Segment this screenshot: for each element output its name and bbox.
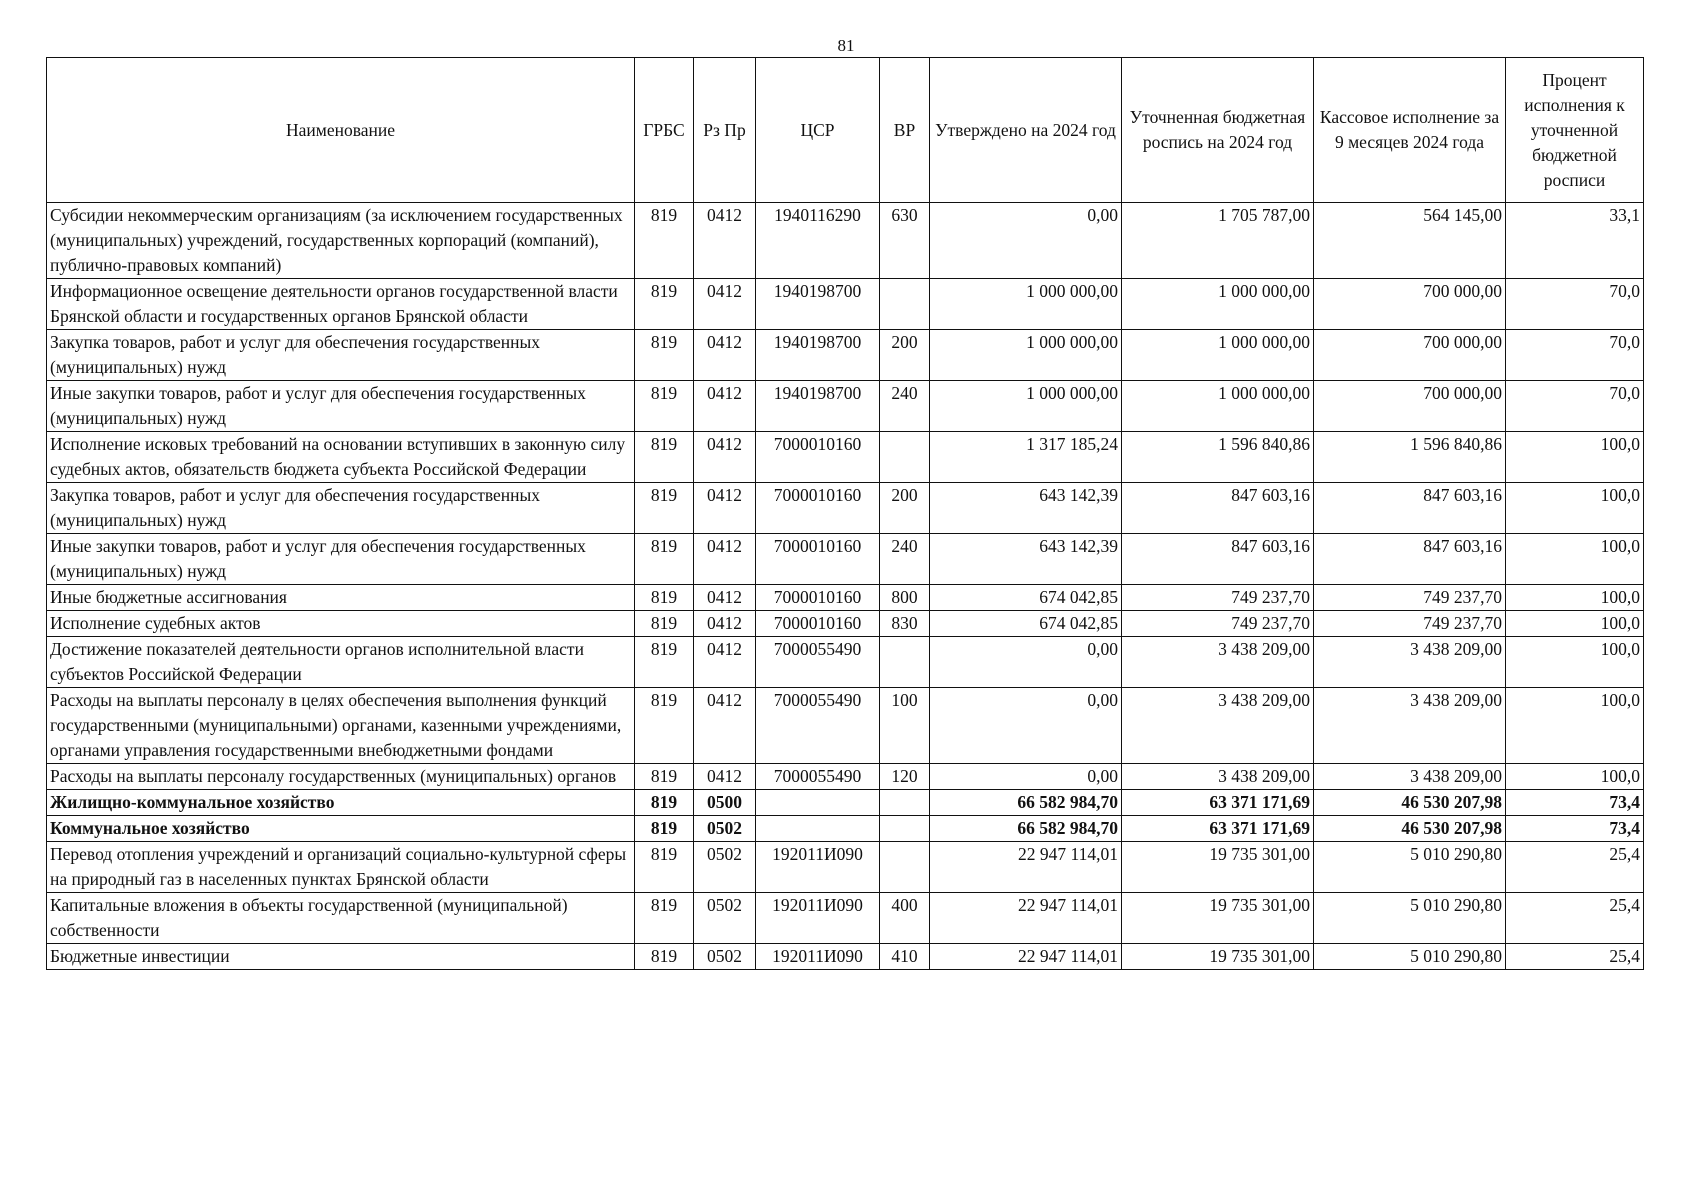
cell-refined: 3 438 209,00 bbox=[1122, 764, 1314, 790]
cell-csr: 7000010160 bbox=[756, 432, 880, 483]
cell-vr bbox=[880, 279, 930, 330]
cell-refined: 3 438 209,00 bbox=[1122, 688, 1314, 764]
table-row bbox=[47, 585, 1644, 611]
header-refined: Уточненная бюджетная роспись на 2024 год bbox=[1122, 58, 1314, 203]
cell-refined: 1 596 840,86 bbox=[1122, 432, 1314, 483]
cell-name: Расходы на выплаты персоналу государственных (муниципальных) органов bbox=[47, 764, 635, 790]
table-row bbox=[47, 611, 1644, 637]
cell-percent: 70,0 bbox=[1506, 330, 1644, 381]
table-row bbox=[47, 534, 1644, 585]
cell-name: Закупка товаров, работ и услуг для обеспечения государственных (муниципальных) нужд bbox=[47, 483, 635, 534]
cell-csr: 7000010160 bbox=[756, 483, 880, 534]
page-number: 81 bbox=[837, 36, 855, 55]
cell-cash: 749 237,70 bbox=[1314, 611, 1506, 637]
cell-name: Иные бюджетные ассигнования bbox=[47, 585, 635, 611]
cell-rzpr: 0412 bbox=[694, 534, 756, 585]
cell-vr bbox=[880, 790, 930, 816]
cell-percent: 25,4 bbox=[1506, 842, 1644, 893]
cell-percent: 100,0 bbox=[1506, 585, 1644, 611]
cell-percent: 73,4 bbox=[1506, 816, 1644, 842]
cell-cash: 5 010 290,80 bbox=[1314, 893, 1506, 944]
cell-refined: 3 438 209,00 bbox=[1122, 637, 1314, 688]
cell-csr: 1940198700 bbox=[756, 279, 880, 330]
cell-refined: 1 000 000,00 bbox=[1122, 330, 1314, 381]
cell-percent: 33,1 bbox=[1506, 203, 1644, 279]
cell-name: Закупка товаров, работ и услуг для обеспечения государственных (муниципальных) нужд bbox=[47, 330, 635, 381]
cell-refined: 19 735 301,00 bbox=[1122, 893, 1314, 944]
cell-cash: 3 438 209,00 bbox=[1314, 637, 1506, 688]
cell-percent: 25,4 bbox=[1506, 893, 1644, 944]
cell-percent: 70,0 bbox=[1506, 279, 1644, 330]
cell-name: Расходы на выплаты персоналу в целях обеспечения выполнения функций государственными (муниципальными) органами, казенными учреждениями, органами управления государственными внебюджетными фондами bbox=[47, 688, 635, 764]
cell-csr: 192011И090 bbox=[756, 842, 880, 893]
cell-vr: 100 bbox=[880, 688, 930, 764]
cell-vr: 410 bbox=[880, 944, 930, 970]
cell-grbs: 819 bbox=[635, 944, 694, 970]
cell-grbs: 819 bbox=[635, 330, 694, 381]
cell-cash: 847 603,16 bbox=[1314, 534, 1506, 585]
table-header-row bbox=[47, 58, 1644, 203]
table-row bbox=[47, 279, 1644, 330]
cell-grbs: 819 bbox=[635, 637, 694, 688]
header-grbs: ГРБС bbox=[635, 58, 694, 203]
cell-refined: 749 237,70 bbox=[1122, 585, 1314, 611]
cell-rzpr: 0500 bbox=[694, 790, 756, 816]
cell-grbs: 819 bbox=[635, 381, 694, 432]
cell-name: Бюджетные инвестиции bbox=[47, 944, 635, 970]
table-row bbox=[47, 688, 1644, 764]
cell-name: Коммунальное хозяйство bbox=[47, 816, 635, 842]
table-row bbox=[47, 893, 1644, 944]
cell-rzpr: 0412 bbox=[694, 483, 756, 534]
cell-refined: 749 237,70 bbox=[1122, 611, 1314, 637]
cell-csr: 7000055490 bbox=[756, 637, 880, 688]
cell-rzpr: 0412 bbox=[694, 203, 756, 279]
cell-approved: 1 000 000,00 bbox=[930, 279, 1122, 330]
cell-name: Жилищно-коммунальное хозяйство bbox=[47, 790, 635, 816]
cell-grbs: 819 bbox=[635, 790, 694, 816]
cell-rzpr: 0502 bbox=[694, 893, 756, 944]
cell-approved: 22 947 114,01 bbox=[930, 944, 1122, 970]
cell-vr bbox=[880, 842, 930, 893]
cell-percent: 100,0 bbox=[1506, 483, 1644, 534]
table-row bbox=[47, 483, 1644, 534]
cell-approved: 0,00 bbox=[930, 637, 1122, 688]
cell-name: Исполнение исковых требований на основании вступивших в законную силу судебных актов, обязательств бюджета субъекта Российской Федерации bbox=[47, 432, 635, 483]
cell-refined: 847 603,16 bbox=[1122, 483, 1314, 534]
cell-vr: 630 bbox=[880, 203, 930, 279]
header-csr: ЦСР bbox=[756, 58, 880, 203]
cell-refined: 1 705 787,00 bbox=[1122, 203, 1314, 279]
table-row bbox=[47, 790, 1644, 816]
cell-approved: 1 317 185,24 bbox=[930, 432, 1122, 483]
cell-approved: 1 000 000,00 bbox=[930, 330, 1122, 381]
cell-refined: 1 000 000,00 bbox=[1122, 381, 1314, 432]
cell-rzpr: 0412 bbox=[694, 637, 756, 688]
cell-rzpr: 0412 bbox=[694, 330, 756, 381]
table-row bbox=[47, 842, 1644, 893]
cell-approved: 674 042,85 bbox=[930, 585, 1122, 611]
cell-csr: 7000010160 bbox=[756, 611, 880, 637]
budget-execution-table bbox=[46, 57, 1644, 970]
cell-name: Иные закупки товаров, работ и услуг для обеспечения государственных (муниципальных) нужд bbox=[47, 534, 635, 585]
cell-refined: 1 000 000,00 bbox=[1122, 279, 1314, 330]
cell-approved: 22 947 114,01 bbox=[930, 842, 1122, 893]
cell-rzpr: 0412 bbox=[694, 279, 756, 330]
cell-grbs: 819 bbox=[635, 534, 694, 585]
cell-rzpr: 0412 bbox=[694, 611, 756, 637]
cell-csr: 192011И090 bbox=[756, 893, 880, 944]
cell-grbs: 819 bbox=[635, 893, 694, 944]
cell-approved: 0,00 bbox=[930, 688, 1122, 764]
table-row bbox=[47, 764, 1644, 790]
cell-cash: 46 530 207,98 bbox=[1314, 790, 1506, 816]
cell-cash: 700 000,00 bbox=[1314, 279, 1506, 330]
cell-name: Субсидии некоммерческим организациям (за исключением государственных (муниципальных) учреждений, государственных корпораций (компаний), публично-правовых компаний) bbox=[47, 203, 635, 279]
cell-rzpr: 0502 bbox=[694, 842, 756, 893]
cell-cash: 46 530 207,98 bbox=[1314, 816, 1506, 842]
cell-percent: 100,0 bbox=[1506, 534, 1644, 585]
cell-percent: 25,4 bbox=[1506, 944, 1644, 970]
cell-approved: 0,00 bbox=[930, 203, 1122, 279]
cell-grbs: 819 bbox=[635, 279, 694, 330]
cell-approved: 66 582 984,70 bbox=[930, 816, 1122, 842]
cell-csr: 192011И090 bbox=[756, 944, 880, 970]
cell-csr: 7000010160 bbox=[756, 534, 880, 585]
cell-cash: 5 010 290,80 bbox=[1314, 842, 1506, 893]
cell-percent: 73,4 bbox=[1506, 790, 1644, 816]
cell-name: Перевод отопления учреждений и организаций социально-культурной сферы на природный газ в населенных пунктах Брянской области bbox=[47, 842, 635, 893]
cell-grbs: 819 bbox=[635, 688, 694, 764]
cell-cash: 564 145,00 bbox=[1314, 203, 1506, 279]
cell-rzpr: 0412 bbox=[694, 764, 756, 790]
cell-approved: 1 000 000,00 bbox=[930, 381, 1122, 432]
cell-vr bbox=[880, 816, 930, 842]
cell-refined: 19 735 301,00 bbox=[1122, 944, 1314, 970]
cell-vr: 240 bbox=[880, 534, 930, 585]
cell-csr: 1940198700 bbox=[756, 330, 880, 381]
cell-name: Иные закупки товаров, работ и услуг для обеспечения государственных (муниципальных) нужд bbox=[47, 381, 635, 432]
cell-name: Капитальные вложения в объекты государственной (муниципальной) собственности bbox=[47, 893, 635, 944]
cell-approved: 643 142,39 bbox=[930, 534, 1122, 585]
cell-refined: 19 735 301,00 bbox=[1122, 842, 1314, 893]
cell-rzpr: 0412 bbox=[694, 381, 756, 432]
cell-grbs: 819 bbox=[635, 483, 694, 534]
table-row bbox=[47, 203, 1644, 279]
cell-name: Достижение показателей деятельности органов исполнительной власти субъектов Российской Федерации bbox=[47, 637, 635, 688]
cell-approved: 22 947 114,01 bbox=[930, 893, 1122, 944]
cell-rzpr: 0502 bbox=[694, 816, 756, 842]
cell-rzpr: 0412 bbox=[694, 688, 756, 764]
cell-vr: 200 bbox=[880, 330, 930, 381]
table-row bbox=[47, 637, 1644, 688]
cell-vr: 830 bbox=[880, 611, 930, 637]
cell-grbs: 819 bbox=[635, 842, 694, 893]
cell-vr: 200 bbox=[880, 483, 930, 534]
header-rzpr: Рз Пр bbox=[694, 58, 756, 203]
cell-name: Информационное освещение деятельности органов государственной власти Брянской области и государственных органов Брянской области bbox=[47, 279, 635, 330]
cell-cash: 5 010 290,80 bbox=[1314, 944, 1506, 970]
cell-cash: 700 000,00 bbox=[1314, 330, 1506, 381]
cell-csr: 1940116290 bbox=[756, 203, 880, 279]
cell-percent: 100,0 bbox=[1506, 611, 1644, 637]
cell-vr: 400 bbox=[880, 893, 930, 944]
cell-grbs: 819 bbox=[635, 611, 694, 637]
header-approved: Утверждено на 2024 год bbox=[930, 58, 1122, 203]
cell-approved: 674 042,85 bbox=[930, 611, 1122, 637]
cell-approved: 0,00 bbox=[930, 764, 1122, 790]
cell-approved: 643 142,39 bbox=[930, 483, 1122, 534]
table-row bbox=[47, 432, 1644, 483]
cell-percent: 70,0 bbox=[1506, 381, 1644, 432]
cell-refined: 63 371 171,69 bbox=[1122, 790, 1314, 816]
cell-csr bbox=[756, 816, 880, 842]
cell-grbs: 819 bbox=[635, 203, 694, 279]
cell-cash: 700 000,00 bbox=[1314, 381, 1506, 432]
cell-grbs: 819 bbox=[635, 816, 694, 842]
cell-cash: 749 237,70 bbox=[1314, 585, 1506, 611]
cell-vr bbox=[880, 432, 930, 483]
cell-grbs: 819 bbox=[635, 585, 694, 611]
header-name: Наименование bbox=[47, 58, 635, 203]
cell-cash: 1 596 840,86 bbox=[1314, 432, 1506, 483]
cell-cash: 3 438 209,00 bbox=[1314, 688, 1506, 764]
table-row bbox=[47, 816, 1644, 842]
cell-vr: 800 bbox=[880, 585, 930, 611]
table-row bbox=[47, 381, 1644, 432]
table-row bbox=[47, 330, 1644, 381]
cell-approved: 66 582 984,70 bbox=[930, 790, 1122, 816]
cell-vr: 240 bbox=[880, 381, 930, 432]
cell-percent: 100,0 bbox=[1506, 688, 1644, 764]
cell-refined: 63 371 171,69 bbox=[1122, 816, 1314, 842]
cell-csr: 7000055490 bbox=[756, 688, 880, 764]
header-vr: ВР bbox=[880, 58, 930, 203]
cell-percent: 100,0 bbox=[1506, 432, 1644, 483]
header-percent: Процент исполнения к уточненной бюджетной росписи bbox=[1506, 58, 1644, 203]
header-cash: Кассовое исполнение за 9 месяцев 2024 года bbox=[1314, 58, 1506, 203]
cell-csr: 1940198700 bbox=[756, 381, 880, 432]
cell-csr: 7000010160 bbox=[756, 585, 880, 611]
cell-name: Исполнение судебных актов bbox=[47, 611, 635, 637]
cell-refined: 847 603,16 bbox=[1122, 534, 1314, 585]
cell-cash: 847 603,16 bbox=[1314, 483, 1506, 534]
cell-rzpr: 0412 bbox=[694, 432, 756, 483]
cell-percent: 100,0 bbox=[1506, 637, 1644, 688]
cell-grbs: 819 bbox=[635, 432, 694, 483]
cell-grbs: 819 bbox=[635, 764, 694, 790]
cell-percent: 100,0 bbox=[1506, 764, 1644, 790]
cell-cash: 3 438 209,00 bbox=[1314, 764, 1506, 790]
table-row bbox=[47, 944, 1644, 970]
cell-vr: 120 bbox=[880, 764, 930, 790]
cell-rzpr: 0502 bbox=[694, 944, 756, 970]
cell-rzpr: 0412 bbox=[694, 585, 756, 611]
cell-csr: 7000055490 bbox=[756, 764, 880, 790]
cell-vr bbox=[880, 637, 930, 688]
cell-csr bbox=[756, 790, 880, 816]
